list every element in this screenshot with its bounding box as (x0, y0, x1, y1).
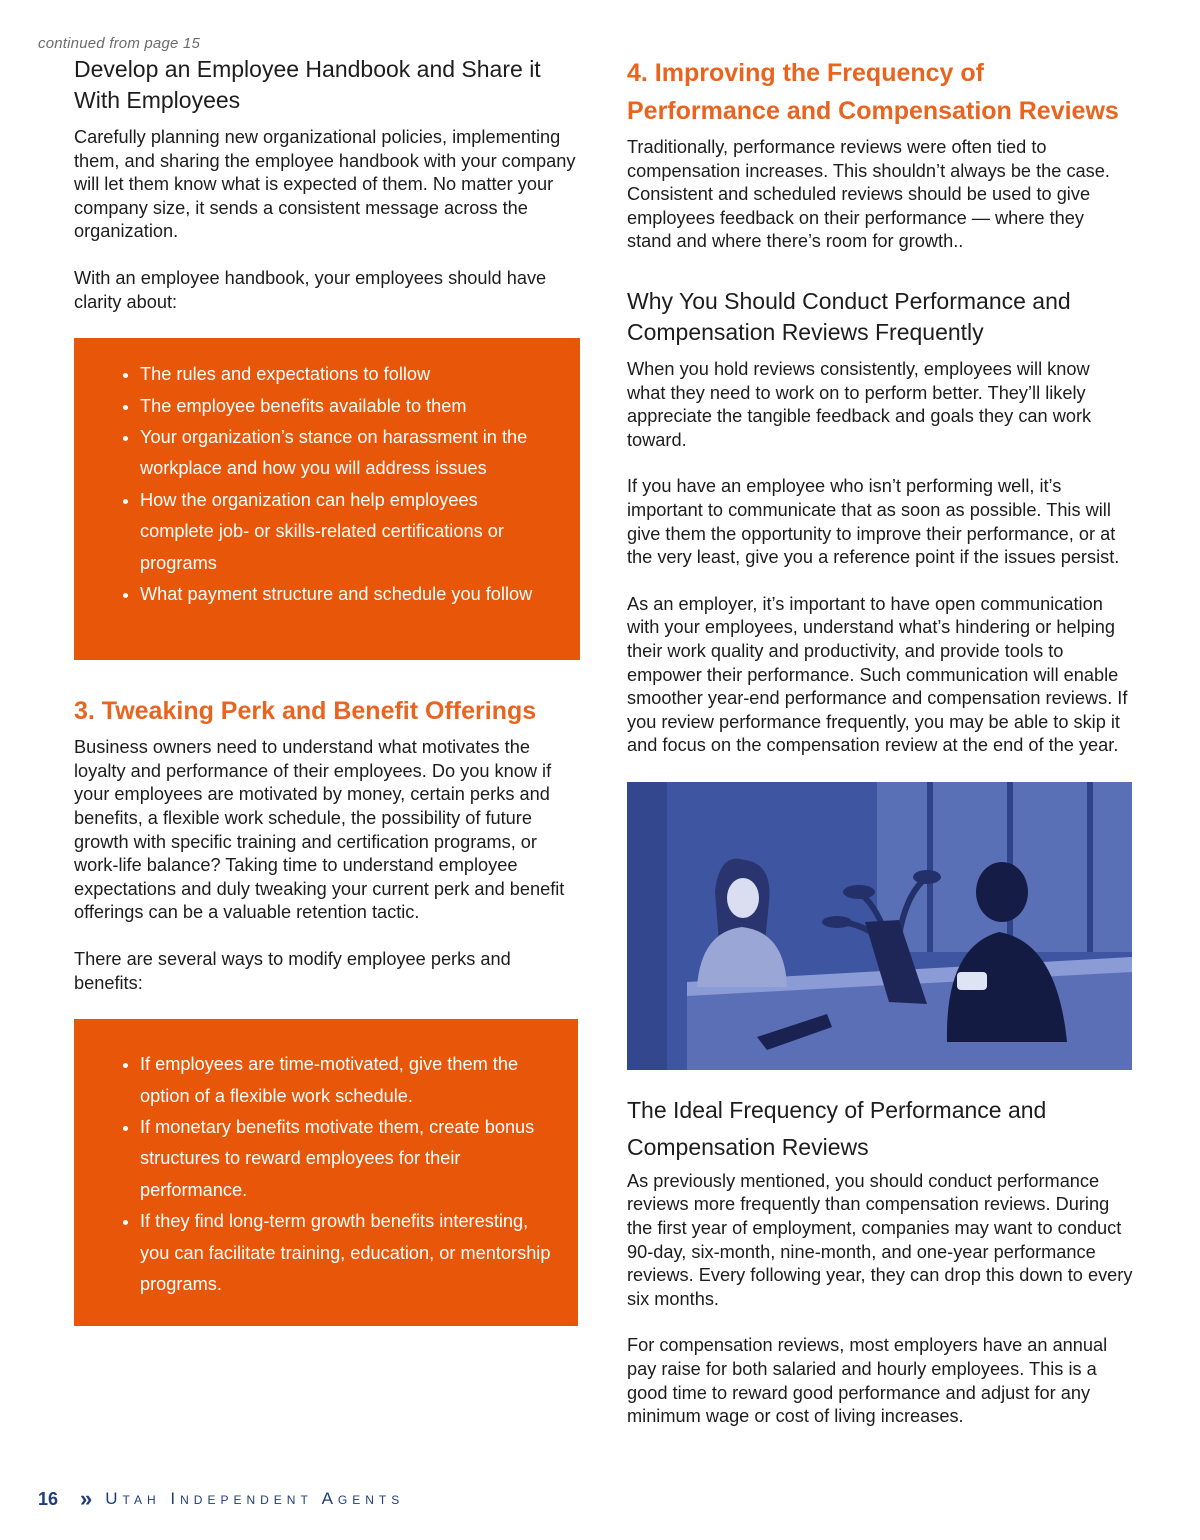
frequency-paragraph-1: Traditionally, performance reviews were often tied to compensation increases. This shouldn’t always be the case. Consistent and scheduled reviews should be used to give employees feedback on their performance — where they stand and where there’s room for growth.. (627, 137, 1110, 252)
handbook-list (104, 359, 556, 610)
perks-paragraph-2: There are several ways to modify employee perks and benefits: (74, 948, 511, 993)
handbook-paragraph-1: Carefully planning new organizational policies, implementing them, and sharing the employee handbook with your company will let them know what is expected of them. No matter your company size, it sends a consistent message across the organization. (74, 127, 576, 242)
right-column (627, 54, 1133, 1429)
handbook-heading: Develop an Employee Handbook and Share it With Employees (74, 56, 541, 113)
handbook-list-box (74, 338, 580, 660)
frequency-heading: 4. Improving the Frequency of Performance and Compensation Reviews (627, 59, 1119, 125)
perks-list-box (74, 1019, 578, 1326)
page-footer (38, 1488, 404, 1510)
list-item: • If they find long-term growth benefits interesting, you can facilitate training, education, or mentorship programs. (140, 1206, 554, 1300)
ideal-paragraph-2: For compensation reviews, most employers have an annual pay raise for both salaried and hourly employees. This is a good time to reward good performance and adjust for any minimum wage or cost of living increases. (627, 1335, 1108, 1427)
why-paragraph-2: If you have an employee who isn’t performing well, it’s important to communicate that as soon as possible. This will give them the opportunity to improve their performance, or at the very least, give you a reference point if the issues persist. (627, 476, 1120, 568)
perks-list (104, 1049, 554, 1300)
why-paragraph-1: When you hold reviews consistently, employees will know what they need to work on to perform better. They’ll likely appreciate the tangible feedback and goals they can work toward. (627, 358, 1092, 450)
continued-note: continued from page 15 (38, 35, 201, 52)
list-item: • If monetary benefits motivate them, create bonus structures to reward employees for their performance. (140, 1112, 554, 1206)
page-number: 16 (38, 1488, 59, 1509)
list-item: • If employees are time-motivated, give them the option of a flexible work schedule. (140, 1049, 554, 1112)
list-item: • Your organization’s stance on harassment in the workplace and how you will address issues (140, 422, 556, 485)
ideal-heading: The Ideal Frequency of Performance and Compensation Reviews (627, 1096, 1047, 1160)
meeting-photo (627, 782, 1132, 1070)
why-paragraph-3: As an employer, it’s important to have open communication with your employees, understand what’s hindering or helping their work quality and productivity, and provide tools to empower their performance. Such communication will enable smoother year-end performance and compensation reviews. If you review performance frequently, you may be able to skip it and focus on the compensation review at the end of the year. (627, 593, 1128, 756)
left-column (74, 54, 580, 1326)
perks-heading: 3. Tweaking Perk and Benefit Offerings (74, 697, 537, 726)
meeting-illustration (627, 782, 1132, 1070)
perks-paragraph-1: Business owners need to understand what motivates the loyalty and performance of their employees. Do you know if your employees are motivated by money, certain perks and benefits, a flexible work schedule, the possibility of future growth with specific training and certification programs, or work-life balance? Taking time to understand employee expectations and duly tweaking your current perk and benefit offerings can be a valuable retention tactic. (74, 737, 565, 923)
ideal-paragraph-1: As previously mentioned, you should conduct performance reviews more frequently than compensation reviews. During the first year of employment, companies may want to conduct 90-day, six-month, nine-month, and one-year performance reviews. Every following year, they can drop this down to every six months. (627, 1170, 1133, 1309)
why-heading: Why You Should Conduct Performance and Compensation Reviews Frequently (627, 287, 1071, 345)
list-item: • The employee benefits available to them (140, 391, 556, 422)
list-item: • The rules and expectations to follow (140, 359, 556, 390)
list-item: • What payment structure and schedule you follow (140, 579, 556, 610)
chevron-icon: » (80, 1486, 90, 1511)
magazine-name: Utah Independent Agents (105, 1489, 405, 1508)
list-item: • How the organization can help employees complete job- or skills-related certifications or programs (140, 485, 556, 579)
handbook-paragraph-2: With an employee handbook, your employees should have clarity about: (74, 267, 547, 312)
